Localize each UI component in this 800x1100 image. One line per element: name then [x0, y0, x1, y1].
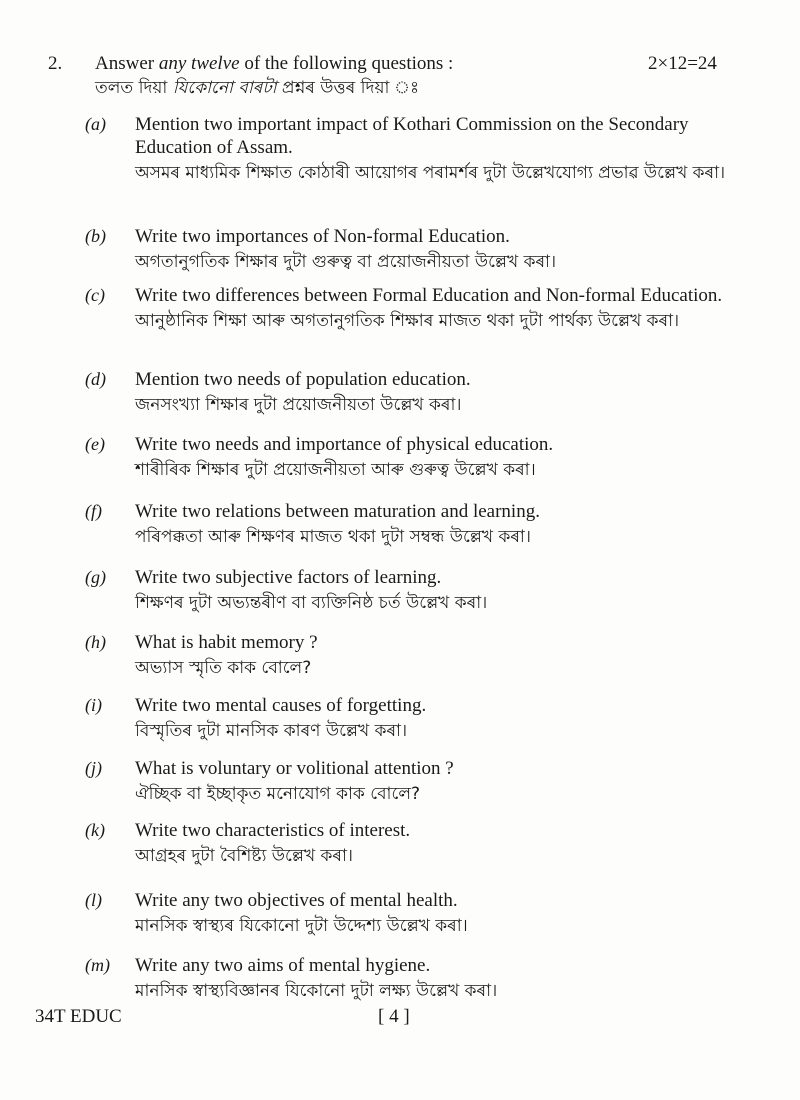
question-en: Write two differences between Formal Education and Non-formal Education. — [135, 285, 723, 306]
question-item — [135, 500, 735, 551]
question-en: Mention two needs of population education. — [135, 369, 471, 390]
instruction-en: Answer any twelve of the following questions : — [95, 53, 454, 74]
question-en: Write two relations between maturation and learning. — [135, 501, 540, 522]
question-item — [135, 757, 735, 808]
question-as: মানসিক স্বাস্থ্যবিজ্ঞানৰ যিকোনো দুটা লক্ষ্য উল্লেখ কৰা। — [135, 981, 498, 1001]
question-as: আগ্ৰহৰ দুটা বৈশিষ্ট্য উল্লেখ কৰা। — [135, 846, 353, 866]
question-as: শাৰীৰিক শিক্ষাৰ দুটা প্ৰয়োজনীয়তা আৰু গুৰুত্ব উল্লেখ কৰা। — [135, 460, 536, 480]
question-en: Mention two important impact of Kothari Commission on the Secondary Education of Assam. — [135, 114, 689, 158]
question-number: 2. — [48, 53, 63, 74]
question-as: অগতানুগতিক শিক্ষাৰ দুটা গুৰুত্ব বা প্ৰয়োজনীয়তা উল্লেখ কৰা। — [135, 252, 557, 272]
marks: 2×12=24 — [648, 53, 717, 74]
question-item — [135, 225, 735, 276]
question-item — [135, 631, 735, 682]
item-label: (a) — [85, 114, 106, 134]
question-item — [135, 368, 735, 419]
question-item — [135, 819, 735, 870]
question-item — [135, 889, 735, 940]
question-en: What is habit memory ? — [135, 632, 318, 653]
question-as: মানসিক স্বাস্থ্যৰ যিকোনো দুটা উদ্দেশ্য উল্লেখ কৰা। — [135, 916, 468, 936]
item-label: (h) — [85, 632, 106, 652]
item-label: (i) — [85, 695, 102, 715]
question-en: Write two subjective factors of learning. — [135, 567, 442, 588]
question-en: Write any two aims of mental hygiene. — [135, 955, 431, 976]
question-item — [135, 954, 735, 1005]
question-item — [135, 694, 735, 745]
question-as: পৰিপক্কতা আৰু শিক্ষণৰ মাজত থকা দুটা সম্বন্ধ উল্লেখ কৰা। — [135, 527, 531, 547]
question-as: অভ্যাস স্মৃতি কাক বোলে? — [135, 658, 312, 678]
item-label: (j) — [85, 758, 102, 778]
item-label: (l) — [85, 890, 102, 910]
item-label: (b) — [85, 226, 106, 246]
question-as: শিক্ষণৰ দুটা অভ্যন্তৰীণ বা ব্যক্তিনিষ্ঠ চৰ্ত উল্লেখ কৰা। — [135, 593, 488, 613]
question-item — [135, 113, 735, 187]
question-as: অসমৰ মাধ্যমিক শিক্ষাত কোঠাৰী আয়োগৰ পৰামৰ্শৰ দুটা উল্লেখযোগ্য প্ৰভাৱ উল্লেখ কৰা। — [135, 163, 726, 183]
question-as: বিস্মৃতিৰ দুটা মানসিক কাৰণ উল্লেখ কৰা। — [135, 721, 408, 741]
question-as: আনুষ্ঠানিক শিক্ষা আৰু অগতানুগতিক শিক্ষাৰ মাজত থকা দুটা পাৰ্থক্য উল্লেখ কৰা। — [135, 311, 680, 331]
question-as: ঐচ্ছিক বা ইচ্ছাকৃত মনোযোগ কাক বোলে? — [135, 784, 421, 804]
item-label: (c) — [85, 285, 105, 305]
instruction-as: তলত দিয়া যিকোনো বাৰটা প্ৰশ্নৰ উত্তৰ দিয়া ঃ — [95, 78, 420, 98]
question-en: Write two needs and importance of physical education. — [135, 434, 554, 455]
question-item — [135, 284, 735, 335]
question-item — [135, 566, 735, 617]
paper-code: 34T EDUC — [35, 1006, 122, 1027]
item-label: (e) — [85, 434, 105, 454]
item-label: (g) — [85, 567, 106, 587]
question-item — [135, 433, 735, 484]
item-label: (m) — [85, 955, 110, 975]
question-en: Write any two objectives of mental health. — [135, 890, 458, 911]
page-number: [ 4 ] — [378, 1006, 410, 1027]
item-label: (f) — [85, 501, 102, 521]
question-en: What is voluntary or volitional attention ? — [135, 758, 454, 779]
item-label: (k) — [85, 820, 105, 840]
question-as: জনসংখ্যা শিক্ষাৰ দুটা প্ৰয়োজনীয়তা উল্লেখ কৰা। — [135, 395, 462, 415]
question-en: Write two mental causes of forgetting. — [135, 695, 427, 716]
question-en: Write two characteristics of interest. — [135, 820, 411, 841]
question-en: Write two importances of Non-formal Education. — [135, 226, 510, 247]
item-label: (d) — [85, 369, 106, 389]
